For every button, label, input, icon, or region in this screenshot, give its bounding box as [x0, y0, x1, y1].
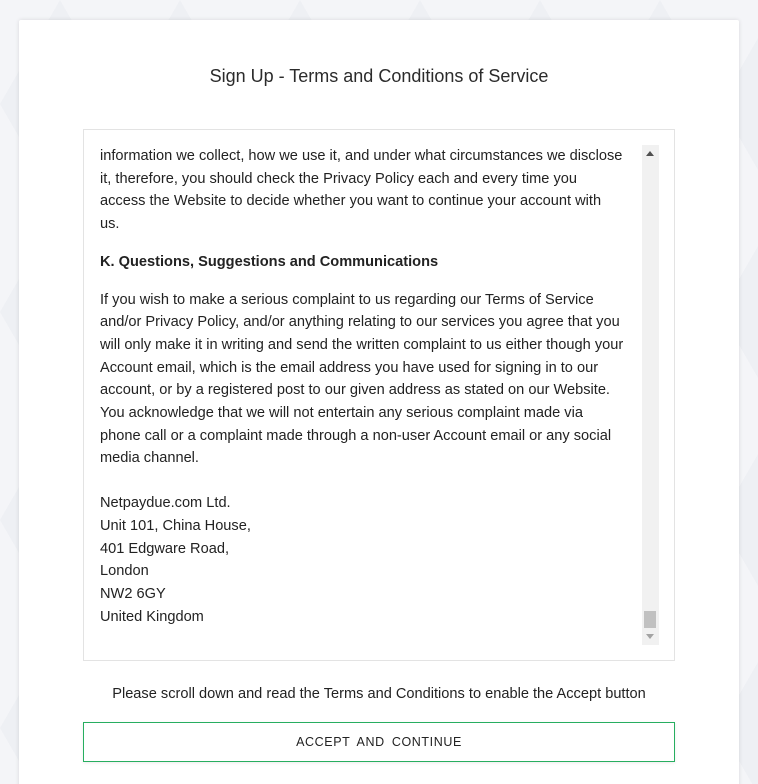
text-line: account, or by a registered post to our given address as stated on our Website. [100, 382, 610, 399]
text-line: phone call or a complaint made through a non-user Account email or any social [100, 427, 612, 444]
address-country: United Kingdom [100, 608, 204, 625]
accept-and-continue-button[interactable]: ACCEPT AND CONTINUE [83, 722, 675, 762]
text-line: If you wish to make a serious complaint to us regarding our Terms of Service [100, 291, 594, 308]
address-postcode: NW2 6GY [100, 585, 166, 602]
terms-scroll-area[interactable] [83, 129, 675, 661]
text-line: information we collect, how we use it, and under what circumstances we disclose [100, 148, 623, 164]
terms-paragraph [100, 289, 644, 471]
text-line: us. [100, 216, 120, 233]
text-line: media channel. [100, 450, 199, 467]
vertical-scrollbar[interactable] [642, 145, 659, 645]
signup-dialog [19, 20, 739, 784]
dialog-title: Sign Up - Terms and Conditions of Service [209, 66, 549, 86]
terms-content [100, 145, 644, 628]
text-line: You acknowledge that we will not entertain any serious complaint made via [100, 405, 583, 422]
address-line2: 401 Edgware Road, [100, 540, 229, 557]
address-city: London [100, 563, 149, 580]
text-line: will only make it in writing and send the written complaint to us either though your [100, 336, 624, 353]
section-heading: K. Questions, Suggestions and Communications [100, 253, 439, 270]
scroll-notice: Please scroll down and read the Terms and Conditions to enable the Accept button [112, 686, 646, 702]
terms-paragraph [100, 145, 644, 236]
company-address [100, 492, 644, 628]
address-company: Netpaydue.com Ltd. [100, 495, 231, 512]
text-line: Account email, which is the email address you have used for signing in to our [100, 359, 599, 376]
text-line: access the Website to decide whether you want to continue your account with [100, 193, 602, 210]
scrollbar-thumb[interactable] [644, 611, 656, 628]
address-line1: Unit 101, China House, [100, 517, 251, 534]
text-line: and/or Privacy Policy, and/or anything relating to our services you agree that you [100, 314, 620, 331]
text-line: it, therefore, you should check the Privacy Policy each and every time you [100, 170, 577, 187]
scroll-down-arrow-icon[interactable] [646, 634, 654, 639]
scroll-up-arrow-icon[interactable] [646, 151, 654, 156]
